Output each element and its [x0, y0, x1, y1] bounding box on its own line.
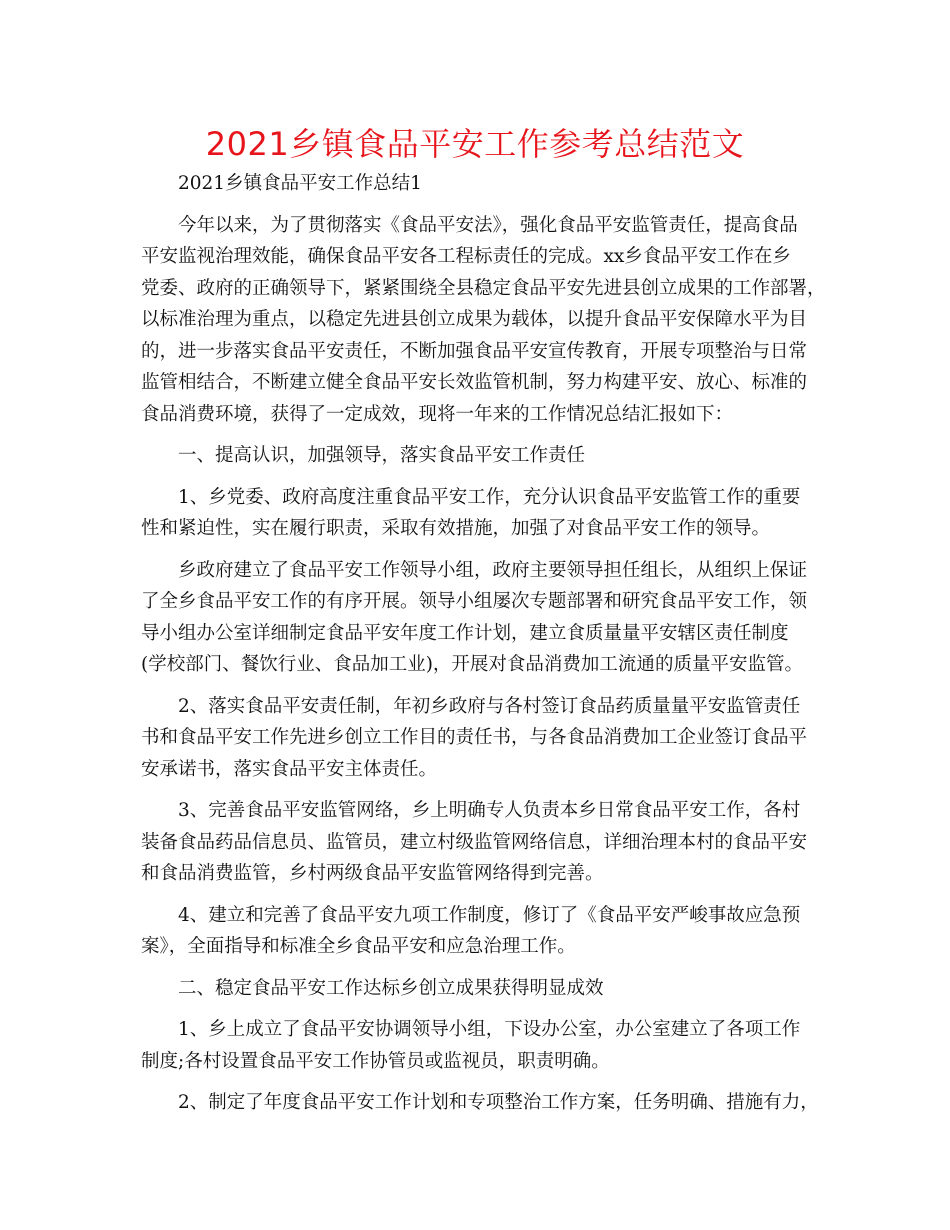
- text-line: (学校部门、餐饮行业、食品加工业)，开展对食品消费加工流通的质量平安监管。: [141, 654, 803, 675]
- text-line: 平安监视治理效能，确保食品平安各工程标责任的完成。xx乡食品平安工作在乡: [141, 246, 791, 267]
- text-line: 书和食品平安工作先进乡创立工作目的责任书，与各食品消费加工企业签订食品平: [141, 727, 808, 748]
- text-line: 党委、政府的正确领导下，紧紧围绕全县稳定食品平安先进县创立成果的工作部署，: [141, 277, 826, 299]
- paragraph-1-1: [141, 482, 821, 545]
- text-line: 性和紧迫性，实在履行职责，采取有效措施，加强了对食品平安工作的领导。: [141, 518, 771, 539]
- paragraph-leadership-group: [141, 555, 821, 681]
- text-line: 2021乡镇食品平安工作总结1: [141, 173, 422, 194]
- text-line: 食品消费环境，获得了一定成效，现将一年来的工作情况总结汇报如下：: [141, 403, 734, 425]
- document-title: 2021乡镇食品平安工作参考总结范文: [205, 125, 745, 163]
- paragraph-2-1: [141, 1014, 821, 1077]
- text-line: 和食品消费监管，乡村两级食品平安监管网络得到完善。: [141, 863, 604, 884]
- text-line: 1、乡上成立了食品平安协调领导小组，下设办公室，办公室建立了各项工作: [141, 1019, 801, 1040]
- text-line: 4、建立和完善了食品平安九项工作制度，修订了《食品平安严峻事故应急预: [141, 904, 801, 926]
- text-line: 的，进一步落实食品平安责任，不断加强食品平安宣传教育，开展专项整治与日常: [141, 340, 808, 362]
- paragraph-intro: [141, 210, 826, 431]
- section-heading-1: [141, 440, 821, 472]
- section-heading-2: [141, 973, 821, 1005]
- text-line: 案》，全面指导和标准全乡食品平安和应急治理工作。: [141, 936, 576, 957]
- text-line: 二、稳定食品平安工作达标乡创立成果获得明显成效: [141, 977, 604, 999]
- text-line: 装备食品药品信息员、监管员，建立村级监管网络信息，详细治理本村的食品平安: [141, 831, 808, 853]
- paragraph-1-4: [141, 900, 821, 963]
- document-body: [141, 168, 826, 1119]
- text-line: 1、乡党委、政府高度注重食品平安工作，充分认识食品平安监管工作的重要: [141, 486, 801, 508]
- text-line: 安承诺书，落实食品平安主体责任。: [141, 758, 438, 780]
- text-line: 2、落实食品平安责任制，年初乡政府与各村签订食品药质量量平安监管责任: [141, 695, 801, 717]
- text-line: 3、完善食品平安监管网络，乡上明确专人负责本乡日常食品平安工作，各村: [141, 800, 801, 821]
- paragraph-1-2: [141, 691, 821, 786]
- text-line: 2、制定了年度食品平安工作计划和专项整治工作方案，任务明确、措施有力，: [141, 1092, 819, 1113]
- text-line: 监管相结合，不断建立健全食品平安长效监管机制，努力构建平安、放心、标准的: [141, 372, 808, 393]
- text-line: 乡政府建立了食品平安工作领导小组，政府主要领导担任组长，从组织上保证: [141, 559, 808, 581]
- paragraph-2-2: [141, 1087, 821, 1119]
- text-line: 导小组办公室详细制定食品平安年度工作计划，建立食质量量平安辖区责任制度: [141, 622, 789, 644]
- text-line: 了全乡食品平安工作的有序开展。领导小组屡次专题部署和研究食品平安工作，领: [141, 591, 808, 612]
- paragraph-1-3: [141, 795, 821, 890]
- text-line: 制度;各村设置食品平安工作协管员或监视员，职责明确。: [141, 1050, 610, 1072]
- text-line: 今年以来，为了贯彻落实《食品平安法》，强化食品平安监管责任，提高食品: [141, 214, 798, 236]
- text-line: 一、提高认识，加强领导，落实食品平安工作责任: [141, 445, 586, 466]
- paragraph-subtitle: [141, 168, 821, 200]
- text-line: 以标准治理为重点，以稳定先进县创立成果为载体，以提升食品平安保障水平为目: [141, 309, 808, 330]
